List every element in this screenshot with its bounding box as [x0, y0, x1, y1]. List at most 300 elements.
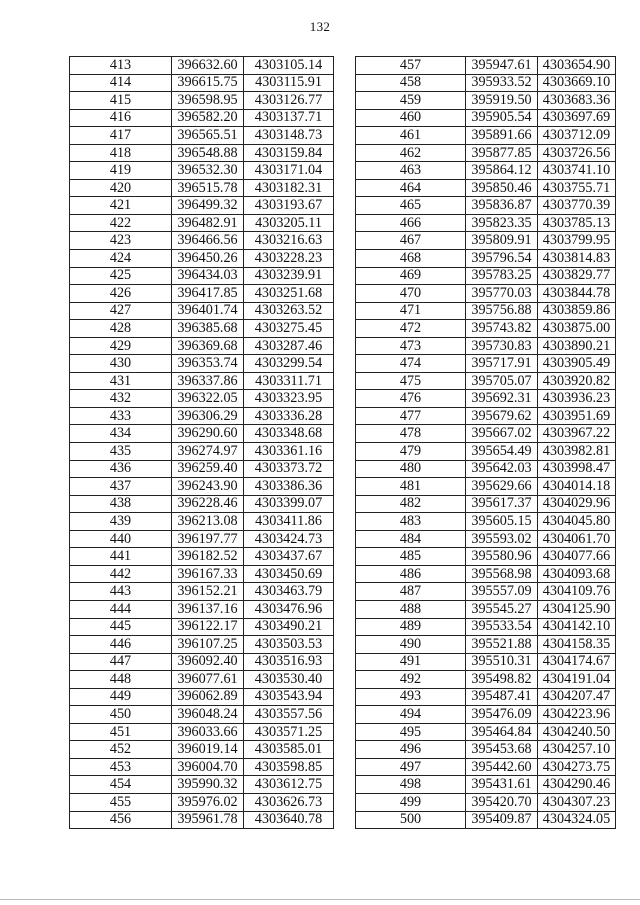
- x-coordinate-cell: 395877.85: [466, 144, 538, 162]
- y-coordinate-cell: 4303275.45: [244, 320, 334, 338]
- y-coordinate-cell: 4303598.85: [244, 758, 334, 776]
- table-row: [356, 793, 616, 811]
- table-row: [70, 793, 334, 811]
- point-number-cell: 431: [70, 372, 172, 390]
- table-row: [356, 232, 616, 250]
- point-number-cell: 433: [70, 407, 172, 425]
- y-coordinate-cell: 4303982.81: [538, 443, 616, 461]
- table-body: [70, 57, 334, 829]
- coordinates-table-left: [69, 56, 334, 829]
- x-coordinate-cell: 396213.08: [172, 513, 244, 531]
- table-row: [356, 758, 616, 776]
- point-number-cell: 466: [356, 214, 466, 232]
- point-number-cell: 449: [70, 688, 172, 706]
- table-row: [356, 565, 616, 583]
- point-number-cell: 476: [356, 390, 466, 408]
- table-row: [356, 57, 616, 75]
- table-row: [70, 723, 334, 741]
- table-row: [70, 776, 334, 794]
- y-coordinate-cell: 4303251.68: [244, 285, 334, 303]
- table-row: [70, 267, 334, 285]
- x-coordinate-cell: 395850.46: [466, 179, 538, 197]
- table-row: [356, 688, 616, 706]
- point-number-cell: 494: [356, 706, 466, 724]
- x-coordinate-cell: 395976.02: [172, 793, 244, 811]
- point-number-cell: 445: [70, 618, 172, 636]
- y-coordinate-cell: 4303450.69: [244, 565, 334, 583]
- point-number-cell: 436: [70, 460, 172, 478]
- x-coordinate-cell: 395593.02: [466, 530, 538, 548]
- point-number-cell: 489: [356, 618, 466, 636]
- y-coordinate-cell: 4304324.05: [538, 811, 616, 829]
- point-number-cell: 440: [70, 530, 172, 548]
- table-row: [356, 776, 616, 794]
- x-coordinate-cell: 396197.77: [172, 530, 244, 548]
- y-coordinate-cell: 4303770.39: [538, 197, 616, 215]
- y-coordinate-cell: 4303361.16: [244, 443, 334, 461]
- x-coordinate-cell: 396107.25: [172, 636, 244, 654]
- point-number-cell: 439: [70, 513, 172, 531]
- x-coordinate-cell: 395580.96: [466, 548, 538, 566]
- table-row: [70, 179, 334, 197]
- x-coordinate-cell: 395420.70: [466, 793, 538, 811]
- point-number-cell: 496: [356, 741, 466, 759]
- y-coordinate-cell: 4303799.95: [538, 232, 616, 250]
- y-coordinate-cell: 4303829.77: [538, 267, 616, 285]
- x-coordinate-cell: 395476.09: [466, 706, 538, 724]
- x-coordinate-cell: 395557.09: [466, 583, 538, 601]
- y-coordinate-cell: 4303785.13: [538, 214, 616, 232]
- table-row: [356, 390, 616, 408]
- point-number-cell: 492: [356, 671, 466, 689]
- point-number-cell: 416: [70, 109, 172, 127]
- x-coordinate-cell: 396582.20: [172, 109, 244, 127]
- table-row: [70, 636, 334, 654]
- table-row: [356, 320, 616, 338]
- table-row: [356, 127, 616, 145]
- table-row: [70, 671, 334, 689]
- y-coordinate-cell: 4303951.69: [538, 407, 616, 425]
- table-row: [356, 214, 616, 232]
- x-coordinate-cell: 396598.95: [172, 92, 244, 110]
- point-number-cell: 414: [70, 74, 172, 92]
- y-coordinate-cell: 4303171.04: [244, 162, 334, 180]
- table-row: [356, 355, 616, 373]
- x-coordinate-cell: 395442.60: [466, 758, 538, 776]
- x-coordinate-cell: 395464.84: [466, 723, 538, 741]
- point-number-cell: 463: [356, 162, 466, 180]
- point-number-cell: 468: [356, 250, 466, 268]
- table-row: [70, 425, 334, 443]
- table-row: [70, 478, 334, 496]
- table-row: [70, 250, 334, 268]
- y-coordinate-cell: 4303669.10: [538, 74, 616, 92]
- point-number-cell: 457: [356, 57, 466, 75]
- y-coordinate-cell: 4303323.95: [244, 390, 334, 408]
- y-coordinate-cell: 4303967.22: [538, 425, 616, 443]
- x-coordinate-cell: 396401.74: [172, 302, 244, 320]
- point-number-cell: 475: [356, 372, 466, 390]
- table-row: [70, 758, 334, 776]
- y-coordinate-cell: 4303287.46: [244, 337, 334, 355]
- point-number-cell: 452: [70, 741, 172, 759]
- x-coordinate-cell: 395545.27: [466, 600, 538, 618]
- x-coordinate-cell: 396515.78: [172, 179, 244, 197]
- table-row: [356, 653, 616, 671]
- y-coordinate-cell: 4303920.82: [538, 372, 616, 390]
- point-number-cell: 493: [356, 688, 466, 706]
- y-coordinate-cell: 4303115.91: [244, 74, 334, 92]
- x-coordinate-cell: 396565.51: [172, 127, 244, 145]
- point-number-cell: 437: [70, 478, 172, 496]
- y-coordinate-cell: 4303712.09: [538, 127, 616, 145]
- table-row: [356, 372, 616, 390]
- point-number-cell: 455: [70, 793, 172, 811]
- y-coordinate-cell: 4304290.46: [538, 776, 616, 794]
- table-row: [356, 74, 616, 92]
- y-coordinate-cell: 4303216.63: [244, 232, 334, 250]
- table-row: [356, 583, 616, 601]
- table-row: [70, 144, 334, 162]
- x-coordinate-cell: 396322.05: [172, 390, 244, 408]
- table-row: [356, 723, 616, 741]
- y-coordinate-cell: 4303516.93: [244, 653, 334, 671]
- table-row: [70, 127, 334, 145]
- point-number-cell: 470: [356, 285, 466, 303]
- x-coordinate-cell: 395756.88: [466, 302, 538, 320]
- table-row: [70, 407, 334, 425]
- y-coordinate-cell: 4304061.70: [538, 530, 616, 548]
- point-number-cell: 450: [70, 706, 172, 724]
- point-number-cell: 422: [70, 214, 172, 232]
- table-row: [356, 285, 616, 303]
- point-number-cell: 447: [70, 653, 172, 671]
- table-row: [70, 92, 334, 110]
- point-number-cell: 495: [356, 723, 466, 741]
- y-coordinate-cell: 4303386.36: [244, 478, 334, 496]
- x-coordinate-cell: 396137.16: [172, 600, 244, 618]
- point-number-cell: 465: [356, 197, 466, 215]
- point-number-cell: 480: [356, 460, 466, 478]
- table-row: [356, 337, 616, 355]
- point-number-cell: 497: [356, 758, 466, 776]
- point-number-cell: 429: [70, 337, 172, 355]
- y-coordinate-cell: 4304045.80: [538, 513, 616, 531]
- y-coordinate-cell: 4304014.18: [538, 478, 616, 496]
- point-number-cell: 472: [356, 320, 466, 338]
- table-row: [70, 214, 334, 232]
- table-row: [70, 653, 334, 671]
- y-coordinate-cell: 4304125.90: [538, 600, 616, 618]
- y-coordinate-cell: 4303228.23: [244, 250, 334, 268]
- y-coordinate-cell: 4303905.49: [538, 355, 616, 373]
- y-coordinate-cell: 4303193.67: [244, 197, 334, 215]
- x-coordinate-cell: 395487.41: [466, 688, 538, 706]
- point-number-cell: 479: [356, 443, 466, 461]
- point-number-cell: 477: [356, 407, 466, 425]
- x-coordinate-cell: 395743.82: [466, 320, 538, 338]
- point-number-cell: 483: [356, 513, 466, 531]
- y-coordinate-cell: 4303424.73: [244, 530, 334, 548]
- point-number-cell: 438: [70, 495, 172, 513]
- x-coordinate-cell: 396259.40: [172, 460, 244, 478]
- point-number-cell: 460: [356, 109, 466, 127]
- table-row: [70, 320, 334, 338]
- y-coordinate-cell: 4303348.68: [244, 425, 334, 443]
- y-coordinate-cell: 4304223.96: [538, 706, 616, 724]
- table-row: [356, 636, 616, 654]
- y-coordinate-cell: 4303336.28: [244, 407, 334, 425]
- point-number-cell: 451: [70, 723, 172, 741]
- point-number-cell: 417: [70, 127, 172, 145]
- table-row: [356, 495, 616, 513]
- table-row: [70, 811, 334, 829]
- x-coordinate-cell: 396274.97: [172, 443, 244, 461]
- y-coordinate-cell: 4303640.78: [244, 811, 334, 829]
- x-coordinate-cell: 396385.68: [172, 320, 244, 338]
- table-body: [356, 57, 616, 829]
- table-row: [356, 548, 616, 566]
- y-coordinate-cell: 4303859.86: [538, 302, 616, 320]
- x-coordinate-cell: 396004.70: [172, 758, 244, 776]
- y-coordinate-cell: 4303936.23: [538, 390, 616, 408]
- table-row: [356, 513, 616, 531]
- x-coordinate-cell: 395809.91: [466, 232, 538, 250]
- y-coordinate-cell: 4304240.50: [538, 723, 616, 741]
- y-coordinate-cell: 4304093.68: [538, 565, 616, 583]
- table-row: [356, 197, 616, 215]
- x-coordinate-cell: 395783.25: [466, 267, 538, 285]
- x-coordinate-cell: 395533.54: [466, 618, 538, 636]
- x-coordinate-cell: 396122.17: [172, 618, 244, 636]
- table-row: [356, 302, 616, 320]
- y-coordinate-cell: 4304077.66: [538, 548, 616, 566]
- table-row: [70, 74, 334, 92]
- x-coordinate-cell: 395905.54: [466, 109, 538, 127]
- coordinates-table-right: [355, 56, 616, 829]
- point-number-cell: 432: [70, 390, 172, 408]
- table-row: [70, 302, 334, 320]
- point-number-cell: 453: [70, 758, 172, 776]
- y-coordinate-cell: 4303476.96: [244, 600, 334, 618]
- y-coordinate-cell: 4303311.71: [244, 372, 334, 390]
- point-number-cell: 441: [70, 548, 172, 566]
- point-number-cell: 469: [356, 267, 466, 285]
- point-number-cell: 499: [356, 793, 466, 811]
- x-coordinate-cell: 395568.98: [466, 565, 538, 583]
- table-row: [70, 162, 334, 180]
- y-coordinate-cell: 4303543.94: [244, 688, 334, 706]
- y-coordinate-cell: 4303875.00: [538, 320, 616, 338]
- y-coordinate-cell: 4303126.77: [244, 92, 334, 110]
- x-coordinate-cell: 396548.88: [172, 144, 244, 162]
- x-coordinate-cell: 395836.87: [466, 197, 538, 215]
- x-coordinate-cell: 395679.62: [466, 407, 538, 425]
- y-coordinate-cell: 4303463.79: [244, 583, 334, 601]
- point-number-cell: 498: [356, 776, 466, 794]
- y-coordinate-cell: 4303626.73: [244, 793, 334, 811]
- point-number-cell: 434: [70, 425, 172, 443]
- table-row: [70, 232, 334, 250]
- x-coordinate-cell: 396482.91: [172, 214, 244, 232]
- y-coordinate-cell: 4303571.25: [244, 723, 334, 741]
- x-coordinate-cell: 396306.29: [172, 407, 244, 425]
- point-number-cell: 456: [70, 811, 172, 829]
- point-number-cell: 415: [70, 92, 172, 110]
- point-number-cell: 471: [356, 302, 466, 320]
- point-number-cell: 462: [356, 144, 466, 162]
- point-number-cell: 467: [356, 232, 466, 250]
- table-row: [70, 600, 334, 618]
- y-coordinate-cell: 4303585.01: [244, 741, 334, 759]
- x-coordinate-cell: 396182.52: [172, 548, 244, 566]
- point-number-cell: 448: [70, 671, 172, 689]
- table-row: [356, 478, 616, 496]
- table-row: [70, 57, 334, 75]
- y-coordinate-cell: 4303205.11: [244, 214, 334, 232]
- y-coordinate-cell: 4303159.84: [244, 144, 334, 162]
- table-row: [70, 285, 334, 303]
- table-row: [70, 460, 334, 478]
- x-coordinate-cell: 396092.40: [172, 653, 244, 671]
- y-coordinate-cell: 4303612.75: [244, 776, 334, 794]
- point-number-cell: 490: [356, 636, 466, 654]
- x-coordinate-cell: 396290.60: [172, 425, 244, 443]
- point-number-cell: 443: [70, 583, 172, 601]
- x-coordinate-cell: 396062.89: [172, 688, 244, 706]
- x-coordinate-cell: 395510.31: [466, 653, 538, 671]
- table-row: [70, 355, 334, 373]
- table-row: [70, 548, 334, 566]
- x-coordinate-cell: 395409.87: [466, 811, 538, 829]
- point-number-cell: 424: [70, 250, 172, 268]
- y-coordinate-cell: 4303697.69: [538, 109, 616, 127]
- x-coordinate-cell: 396499.32: [172, 197, 244, 215]
- table-row: [70, 583, 334, 601]
- x-coordinate-cell: 395705.07: [466, 372, 538, 390]
- point-number-cell: 487: [356, 583, 466, 601]
- y-coordinate-cell: 4303411.86: [244, 513, 334, 531]
- x-coordinate-cell: 395453.68: [466, 741, 538, 759]
- point-number-cell: 418: [70, 144, 172, 162]
- y-coordinate-cell: 4304191.04: [538, 671, 616, 689]
- x-coordinate-cell: 396228.46: [172, 495, 244, 513]
- table-row: [70, 688, 334, 706]
- x-coordinate-cell: 396369.68: [172, 337, 244, 355]
- x-coordinate-cell: 396532.30: [172, 162, 244, 180]
- table-row: [356, 267, 616, 285]
- point-number-cell: 481: [356, 478, 466, 496]
- point-number-cell: 413: [70, 57, 172, 75]
- x-coordinate-cell: 395933.52: [466, 74, 538, 92]
- table-row: [70, 443, 334, 461]
- x-coordinate-cell: 396615.75: [172, 74, 244, 92]
- x-coordinate-cell: 395864.12: [466, 162, 538, 180]
- x-coordinate-cell: 396048.24: [172, 706, 244, 724]
- x-coordinate-cell: 395990.32: [172, 776, 244, 794]
- table-row: [70, 109, 334, 127]
- point-number-cell: 430: [70, 355, 172, 373]
- table-row: [70, 741, 334, 759]
- table-row: [356, 618, 616, 636]
- point-number-cell: 426: [70, 285, 172, 303]
- table-row: [356, 425, 616, 443]
- y-coordinate-cell: 4303726.56: [538, 144, 616, 162]
- y-coordinate-cell: 4303530.40: [244, 671, 334, 689]
- point-number-cell: 484: [356, 530, 466, 548]
- point-number-cell: 458: [356, 74, 466, 92]
- point-number-cell: 442: [70, 565, 172, 583]
- x-coordinate-cell: 396243.90: [172, 478, 244, 496]
- point-number-cell: 446: [70, 636, 172, 654]
- x-coordinate-cell: 395521.88: [466, 636, 538, 654]
- x-coordinate-cell: 395654.49: [466, 443, 538, 461]
- y-coordinate-cell: 4303182.31: [244, 179, 334, 197]
- point-number-cell: 420: [70, 179, 172, 197]
- table-row: [356, 600, 616, 618]
- point-number-cell: 444: [70, 600, 172, 618]
- y-coordinate-cell: 4304273.75: [538, 758, 616, 776]
- table-row: [356, 706, 616, 724]
- y-coordinate-cell: 4303373.72: [244, 460, 334, 478]
- point-number-cell: 427: [70, 302, 172, 320]
- x-coordinate-cell: 395823.35: [466, 214, 538, 232]
- y-coordinate-cell: 4303844.78: [538, 285, 616, 303]
- table-row: [356, 407, 616, 425]
- x-coordinate-cell: 395947.61: [466, 57, 538, 75]
- x-coordinate-cell: 396434.03: [172, 267, 244, 285]
- point-number-cell: 419: [70, 162, 172, 180]
- point-number-cell: 425: [70, 267, 172, 285]
- table-row: [356, 109, 616, 127]
- y-coordinate-cell: 4303299.54: [244, 355, 334, 373]
- table-row: [356, 741, 616, 759]
- x-coordinate-cell: 395605.15: [466, 513, 538, 531]
- table-row: [356, 162, 616, 180]
- table-row: [70, 513, 334, 531]
- x-coordinate-cell: 395891.66: [466, 127, 538, 145]
- y-coordinate-cell: 4303105.14: [244, 57, 334, 75]
- x-coordinate-cell: 395692.31: [466, 390, 538, 408]
- point-number-cell: 435: [70, 443, 172, 461]
- x-coordinate-cell: 395642.03: [466, 460, 538, 478]
- x-coordinate-cell: 396167.33: [172, 565, 244, 583]
- table-row: [70, 337, 334, 355]
- table-row: [70, 565, 334, 583]
- x-coordinate-cell: 395617.37: [466, 495, 538, 513]
- y-coordinate-cell: 4304029.96: [538, 495, 616, 513]
- table-row: [70, 372, 334, 390]
- point-number-cell: 473: [356, 337, 466, 355]
- x-coordinate-cell: 395796.54: [466, 250, 538, 268]
- x-coordinate-cell: 395770.03: [466, 285, 538, 303]
- table-row: [356, 460, 616, 478]
- y-coordinate-cell: 4304142.10: [538, 618, 616, 636]
- point-number-cell: 488: [356, 600, 466, 618]
- x-coordinate-cell: 395730.83: [466, 337, 538, 355]
- y-coordinate-cell: 4303148.73: [244, 127, 334, 145]
- y-coordinate-cell: 4303263.52: [244, 302, 334, 320]
- page-bottom-edge: [0, 899, 640, 900]
- x-coordinate-cell: 396019.14: [172, 741, 244, 759]
- y-coordinate-cell: 4303755.71: [538, 179, 616, 197]
- table-row: [356, 250, 616, 268]
- table-row: [70, 197, 334, 215]
- point-number-cell: 423: [70, 232, 172, 250]
- y-coordinate-cell: 4303890.21: [538, 337, 616, 355]
- table-row: [356, 811, 616, 829]
- x-coordinate-cell: 395498.82: [466, 671, 538, 689]
